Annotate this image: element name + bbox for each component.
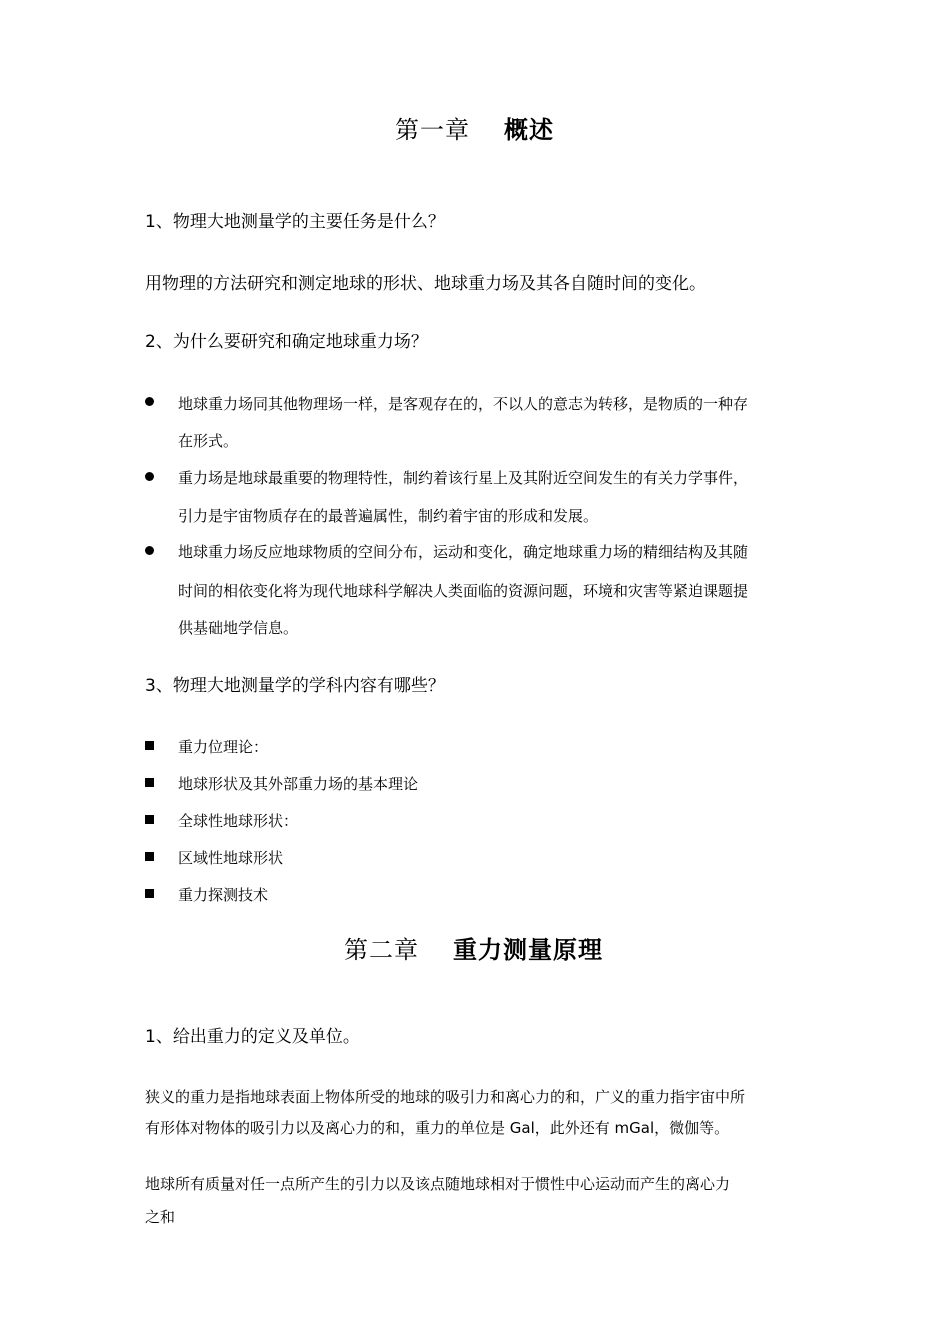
bullet-square-icon	[145, 889, 154, 898]
bullet-dot-icon	[145, 472, 154, 481]
bullet-square-icon	[145, 852, 154, 861]
ch1-q3-item-2: 地球形状及其外部重力场的基本理论	[178, 775, 419, 793]
ch2-para-1-line-1: 狭义的重力是指地球表面上物体所受的地球的吸引力和离心力的和，广义的重力指宇宙中所	[145, 1088, 746, 1106]
ch1-q3-item-4: 区域性地球形状	[178, 849, 284, 867]
chapter-2-title: 重力测量原理	[453, 936, 603, 964]
ch1-q2-bullet-1-line-1: 地球重力场同其他物理场一样，是客观存在的，不以人的意志为转移，是物质的一种存	[178, 395, 749, 413]
ch1-q3-item-1: 重力位理论：	[178, 738, 269, 756]
ch2-para-2-line-2: 之和	[145, 1208, 176, 1226]
ch2-para-1-line-2-part-a: 有形体对物体的吸引力以及离心力的和，重力的单位是	[145, 1119, 510, 1137]
ch1-q2-bullet-2-line-1: 重力场是地球最重要的物理特性，制约着该行星上及其附近空间发生的有关力学事件，	[178, 469, 749, 487]
ch1-q3-item-3: 全球性地球形状：	[178, 812, 299, 830]
bullet-dot-icon	[145, 546, 154, 555]
ch1-q2-bullet-3-line-3: 供基础地学信息。	[178, 619, 299, 637]
chapter-2-heading	[344, 930, 603, 965]
chapter-1-number: 第一章	[395, 116, 470, 144]
ch1-question-2: 2、为什么要研究和确定地球重力场？	[145, 332, 428, 352]
unit-gal: Gal	[509, 1119, 535, 1137]
ch2-para-2-line-1: 地球所有质量对任一点所产生的引力以及该点随地球相对于惯性中心运动而产生的离心力	[145, 1175, 731, 1193]
ch2-para-1-line-2-part-b: ，此外还有	[534, 1119, 615, 1137]
ch1-q2-bullet-2-line-2: 引力是宇宙物质存在的最普遍属性，制约着宇宙的形成和发展。	[178, 507, 599, 525]
ch2-para-1-line-2	[145, 1117, 729, 1138]
ch1-q2-bullet-3-line-2: 时间的相依变化将为现代地球科学解决人类面临的资源问题，环境和灾害等紧迫课题提	[178, 582, 749, 600]
bullet-dot-icon	[145, 397, 154, 406]
ch1-q2-bullet-3-line-1: 地球重力场反应地球物质的空间分布，运动和变化，确定地球重力场的精细结构及其随	[178, 543, 749, 561]
bullet-square-icon	[145, 778, 154, 787]
ch2-question-1: 1、给出重力的定义及单位。	[145, 1027, 360, 1047]
bullet-square-icon	[145, 815, 154, 824]
ch1-answer-1: 用物理的方法研究和测定地球的形状、地球重力场及其各自随时间的变化。	[145, 274, 706, 294]
bullet-square-icon	[145, 741, 154, 750]
chapter-2-number: 第二章	[344, 936, 419, 964]
ch1-question-1: 1、物理大地测量学的主要任务是什么？	[145, 212, 445, 232]
ch2-para-1-line-2-part-c: ，微伽等。	[654, 1119, 730, 1137]
ch1-question-3: 3、物理大地测量学的学科内容有哪些？	[145, 676, 445, 696]
chapter-1-heading	[395, 110, 554, 145]
ch1-q2-bullet-1-line-2: 在形式。	[178, 432, 239, 450]
ch1-q3-item-5: 重力探测技术	[178, 886, 269, 904]
unit-mgal: mGal	[614, 1119, 655, 1137]
chapter-1-title: 概述	[504, 116, 554, 144]
